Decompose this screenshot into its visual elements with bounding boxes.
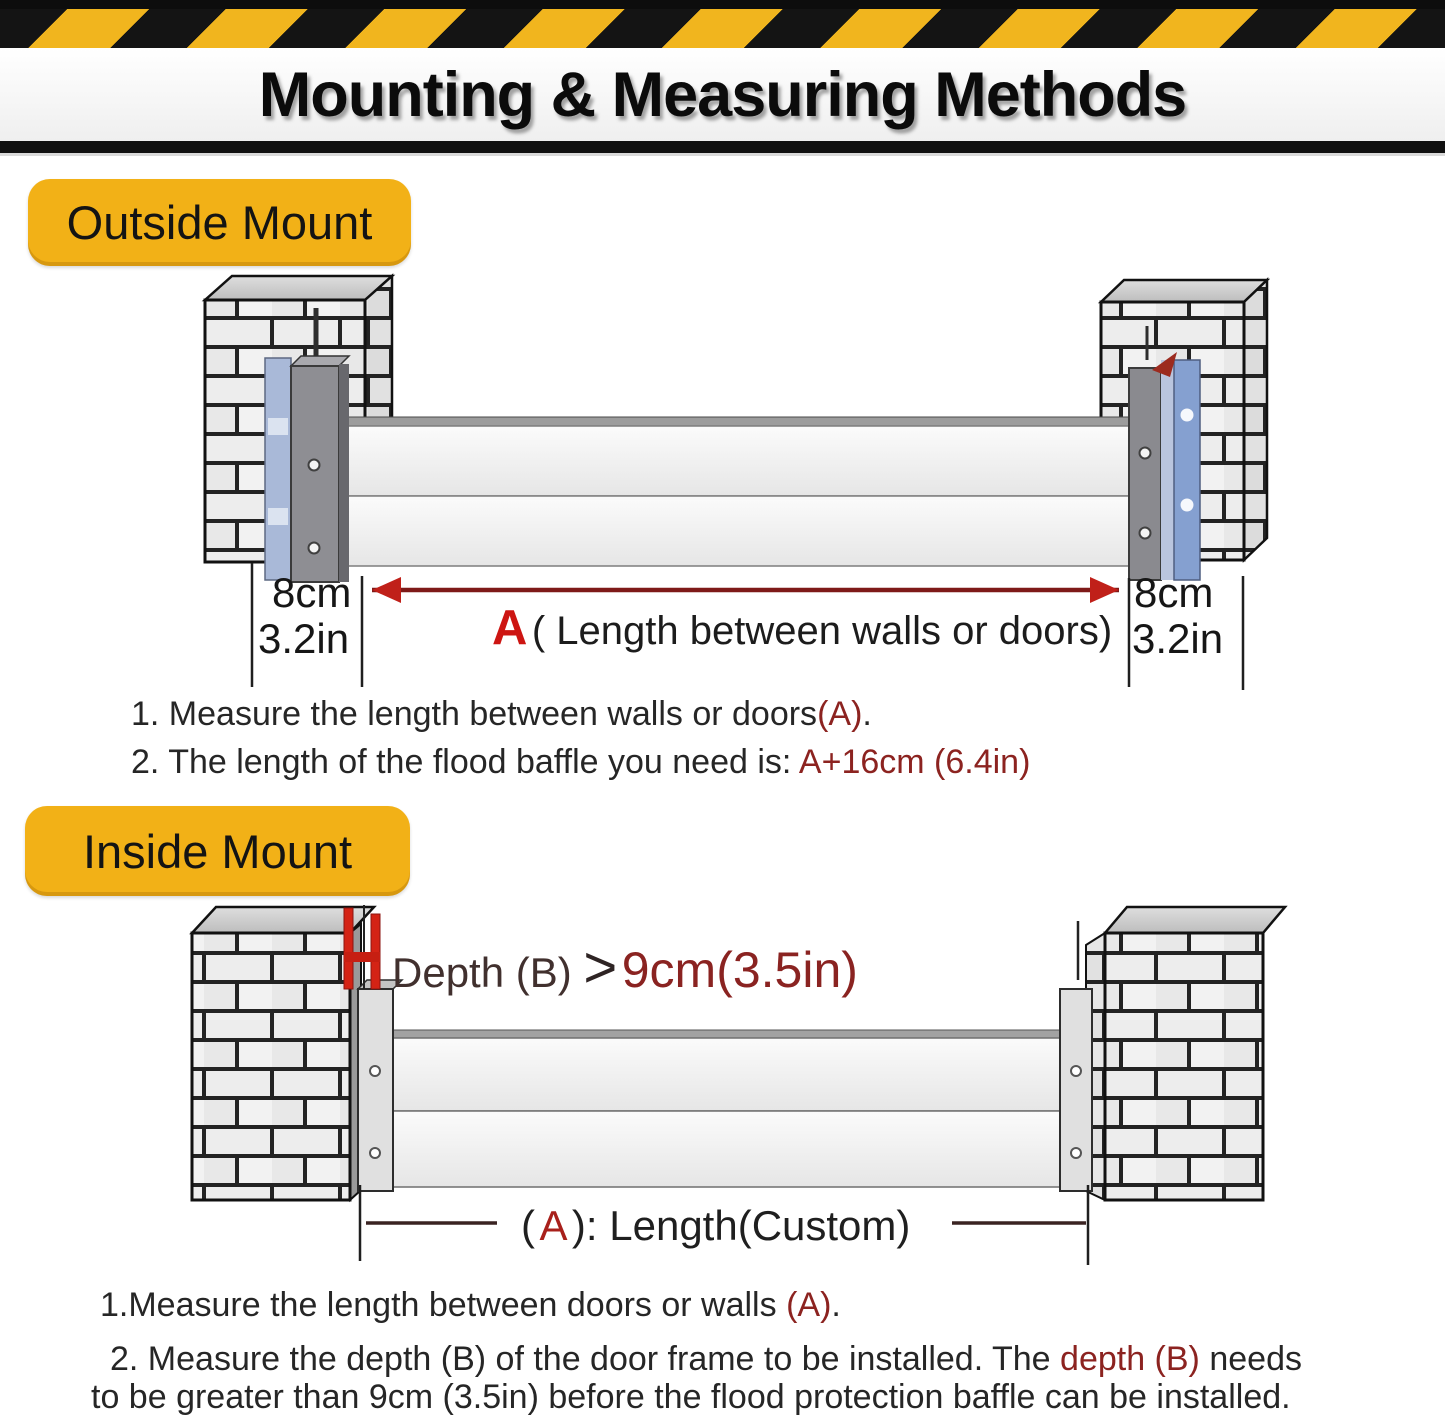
barrier-panel-upper (393, 1038, 1060, 1111)
length-label-rest: ): Length(Custom) (571, 1202, 911, 1249)
step-highlight: (A) (817, 695, 863, 733)
inside-mount-diagram (0, 895, 1445, 1265)
wall-rail-strip (1174, 360, 1200, 580)
inside-step-2-continued (91, 1377, 1291, 1417)
depth-label-value: 9cm(3.5in) (621, 942, 858, 998)
flood-barrier (338, 417, 1129, 566)
outside-mount-label: Outside Mount (66, 196, 373, 249)
pillar-front-face (192, 933, 350, 1200)
dim-right-in: 3.2in (1132, 615, 1224, 662)
wall-rail-strip (265, 358, 291, 580)
banner-bottom-bar (0, 141, 1445, 153)
screw-hole (1140, 528, 1151, 539)
banner-hairline (0, 153, 1445, 156)
span-label-text: ( Length between walls or doors) (531, 609, 1113, 653)
gauge-leg (371, 914, 380, 989)
barrier-top-edge (338, 417, 1129, 426)
dimension-annotations (252, 563, 1243, 690)
length-label-open: ( (521, 1202, 535, 1249)
rail-dot (1181, 499, 1194, 512)
outside-mount-diagram (0, 260, 1445, 690)
flood-barrier (393, 1030, 1060, 1187)
channel-bar (1060, 989, 1092, 1191)
pillar-cap (1105, 907, 1285, 933)
page-title: Mounting & Measuring Methods (258, 59, 1187, 130)
gauge-crossbar (344, 952, 380, 962)
step-highlight: depth (B) (1060, 1340, 1200, 1378)
screw-hole (309, 460, 320, 471)
length-dimension (360, 1185, 1088, 1265)
step-text: 2. The length of the flood baffle you need is: (131, 743, 799, 781)
step-text: . (831, 1286, 841, 1324)
step-highlight: A+16cm (6.4in) (798, 743, 1031, 781)
outside-step-1 (131, 694, 872, 734)
pillar-front-face (1105, 933, 1263, 1200)
arrowhead-left (372, 577, 401, 603)
depth-label (392, 935, 858, 1000)
screw-hole (1140, 448, 1151, 459)
depth-label-text: Depth (B) (392, 949, 584, 996)
inside-mount-label: Inside Mount (82, 824, 353, 878)
channel-edge (339, 364, 349, 582)
pillar-cap (205, 276, 392, 300)
rail-slot (268, 508, 288, 525)
step-text: needs (1199, 1340, 1302, 1378)
channel-bar (1129, 368, 1161, 580)
length-label (521, 1202, 910, 1249)
rail-strip-light (1161, 360, 1174, 580)
outside-mount-badge (28, 179, 411, 266)
inside-mount-badge (25, 806, 410, 896)
barrier-panel-lower (393, 1111, 1060, 1187)
dim-left-cm: 8cm (272, 569, 352, 616)
screw-hole (1071, 1148, 1081, 1158)
inside-step-2 (110, 1339, 1302, 1379)
gauge-leg (344, 908, 353, 989)
channel-bar (358, 989, 393, 1191)
step-text: 2. Measure the depth (B) of the door frame to be installed. The (110, 1340, 1061, 1378)
depth-label-gt: > (583, 935, 618, 1000)
screw-hole (370, 1066, 380, 1076)
screw-hole (370, 1148, 380, 1158)
rail-dot (1181, 409, 1194, 422)
barrier-panel-lower (338, 496, 1129, 566)
screw-hole (309, 543, 320, 554)
screw-hole (1071, 1066, 1081, 1076)
title-band (0, 48, 1445, 141)
length-label-a: A (539, 1202, 568, 1249)
arrowhead-right (1090, 577, 1119, 603)
barrier-top-edge (393, 1030, 1060, 1038)
step-highlight: (A) (786, 1286, 832, 1324)
step-text: to be greater than 9cm (3.5in) before the flood protection baffle can be installed. (91, 1378, 1291, 1416)
span-label (492, 601, 1112, 655)
step-text: 1.Measure the length between doors or walls (100, 1286, 787, 1324)
pillar-cap (1101, 280, 1267, 302)
dim-right-cm: 8cm (1134, 569, 1214, 616)
barrier-panel-upper (338, 426, 1129, 496)
step-text: 1. Measure the length between walls or doors (131, 695, 818, 733)
span-label-a: A (492, 601, 528, 655)
dim-left-in: 3.2in (258, 615, 350, 662)
inside-step-1 (100, 1285, 841, 1325)
pillar-side-face (1244, 280, 1267, 560)
hazard-top-bar (0, 0, 1445, 9)
right-wall-pillar (1086, 907, 1285, 1200)
step-text: . (862, 695, 872, 733)
rail-slot (268, 418, 288, 435)
outside-step-2 (131, 742, 1030, 782)
